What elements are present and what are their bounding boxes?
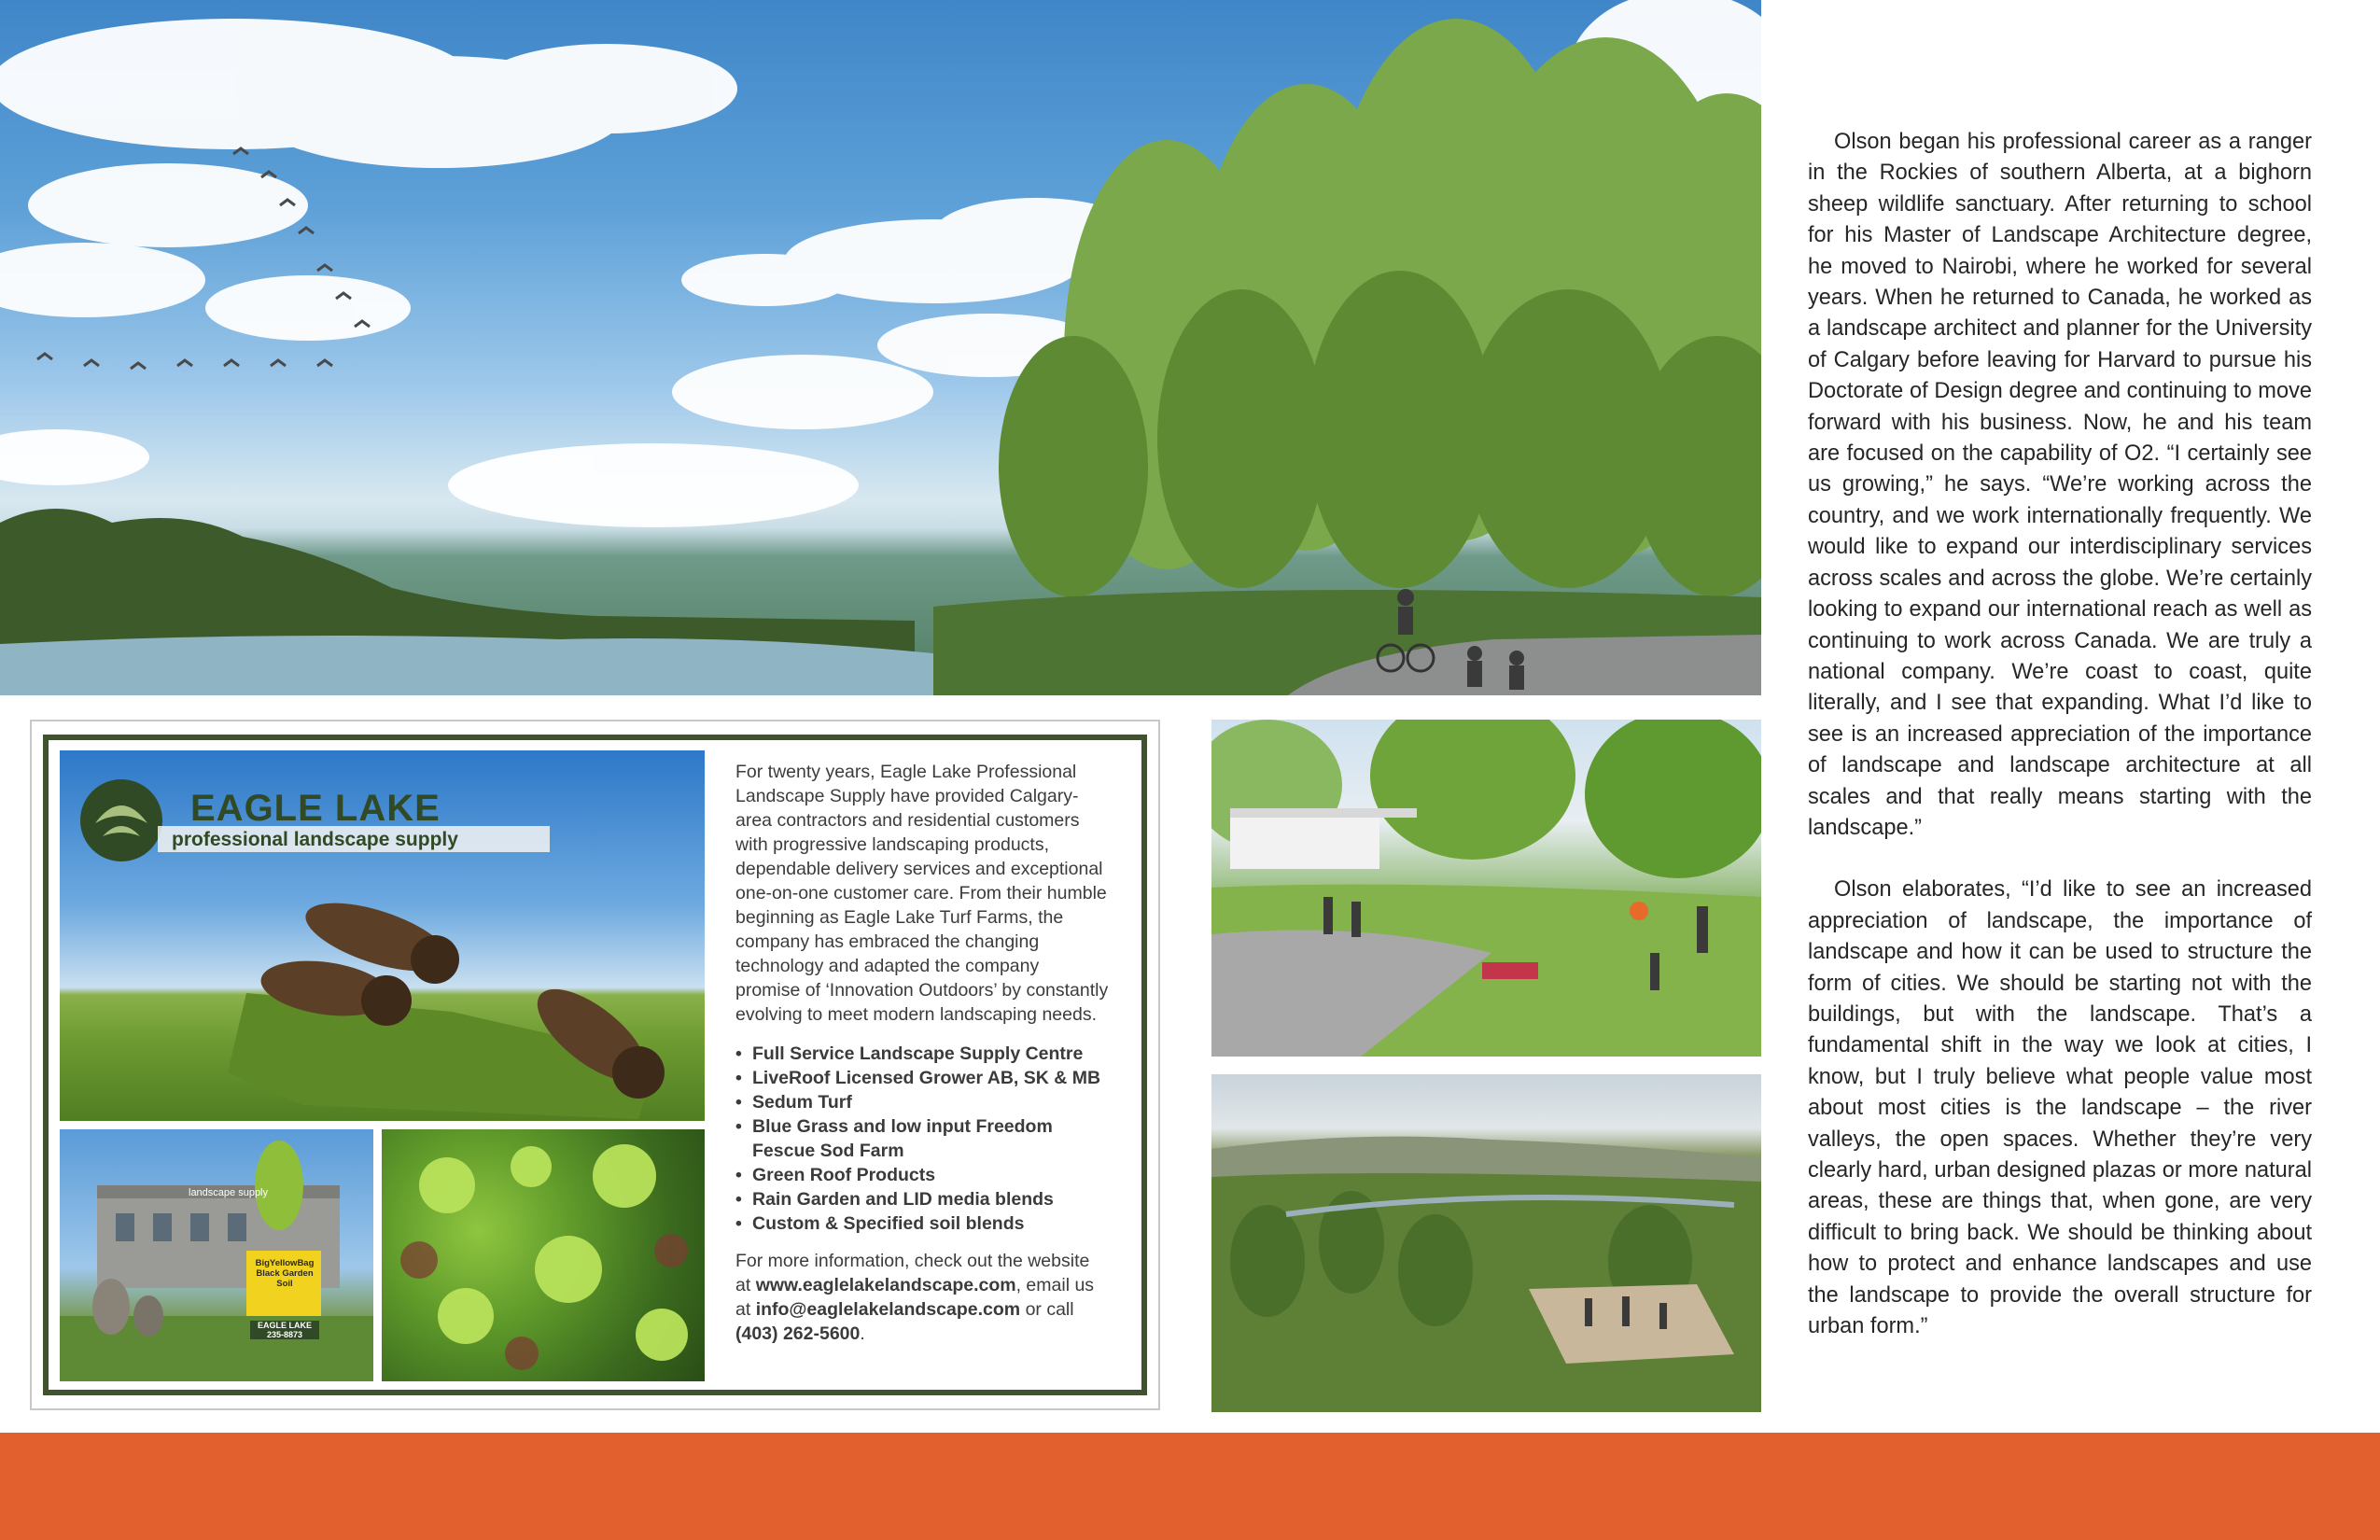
article-body bbox=[1808, 127, 2312, 1373]
ad-contact-mid: , email us at bbox=[735, 1275, 1095, 1320]
ad-intro: For twenty years, Eagle Lake Professional Landscape Supply have provided Calgary-area contractors and residential customers with progressive landscaping products, dependable delivery services and exceptional one-on-one customer care. From their humble beginning as Eagle Lake Turf Farms, the company has embraced the changing technology and adapted the company promise of ‘Innovation Outdoors’ by constantly evolving to meet modern landscaping needs. bbox=[735, 762, 1109, 1025]
soil-bag-line-1: BigYellowBag bbox=[255, 1258, 315, 1268]
ad-photo-sedum-closeup bbox=[382, 1129, 705, 1381]
soil-bag-line-2: Black Garden Soil bbox=[256, 1268, 314, 1289]
soil-bag-brand-panel bbox=[250, 1321, 319, 1339]
article-paragraph: Olson began his professional career as a ranger in the Rockies of southern Alberta, at a bighorn sheep wildlife sanctuary. After returning to school for his Master of Landscape Architecture degree, he moved to Nairobi, where he worked for several years. When he returned to Canada, he worked as a landscape architect and planner for the University of Calgary before leaving for Harvard to pursue his Doctorate of Design degree and continuing to move forward with his business. Now, he and his team are focused on the capability of O2. “I certainly see us growing,” he says. “We’re working across the country, and we work internationally frequently. We would like to expand our interdisciplinary services across scales and across the globe. We’re certainly looking to expand our international reach as well as continuing to work across Canada. We are truly a national company. We’re coast to coast, quite literally, and I see that expanding. What I’d like to see is an increased appreciation of the importance of landscape and landscape architecture at all scales and that really means starting with the landscape.” bbox=[1808, 130, 2312, 840]
logo-brand-name: EAGLE LAKE bbox=[190, 788, 441, 829]
soil-bag-label bbox=[250, 1258, 319, 1289]
ad-service-item: • Full Service Landscape Supply Centre bbox=[735, 1042, 1109, 1066]
ad-contact-prefix: For more information, check out the website at bbox=[735, 1251, 1090, 1295]
soil-bag-brand: EAGLE LAKE bbox=[257, 1321, 312, 1330]
ad-phone: (403) 262-5600 bbox=[735, 1323, 861, 1344]
logo-tagline: professional landscape supply bbox=[172, 829, 458, 850]
ad-contact-mid2: or call bbox=[1020, 1299, 1074, 1320]
ad-copy bbox=[735, 760, 1109, 1346]
ad-services-list bbox=[735, 1042, 1109, 1236]
ad-contact-suffix: . bbox=[860, 1323, 865, 1344]
ad-photo-storefront bbox=[60, 1129, 373, 1381]
ad-service-item: • Rain Garden and LID media blends bbox=[735, 1187, 1109, 1211]
photo-park-plaza-rendering bbox=[1211, 720, 1761, 1057]
ad-photo-sod-rolls bbox=[60, 750, 705, 1121]
ad-website-link[interactable]: www.eaglelakelandscape.com bbox=[755, 1275, 1016, 1295]
ad-email-link[interactable]: info@eaglelakelandscape.com bbox=[755, 1299, 1021, 1320]
article-paragraph: Olson elaborates, “I’d like to see an increased appreciation of landscape, the importance of landscape and how it can be used to structure the form of cities. We should be starting not with the buildings, but with the landscape. That’s a fundamental shift in the way we look at cities, I know, but I truly believe what people value most about most cities is the landscape – the river valleys, the open spaces. Whether they’re very clearly hard, urban designed plazas or more natural areas, these are things that, when gone, are very difficult to bring back. We should be thinking about how to protect and enhance landscapes and use the landscape to provide the overall structure for urban form.” bbox=[1808, 877, 2312, 1339]
footer-accent-band bbox=[0, 1433, 2380, 1540]
ad-service-item: • LiveRoof Licensed Grower AB, SK & MB bbox=[735, 1066, 1109, 1090]
building-sign-text: landscape supply bbox=[189, 1187, 269, 1198]
ad-service-item: • Custom & Specified soil blends bbox=[735, 1211, 1109, 1236]
hero-landscape-image bbox=[0, 0, 1761, 695]
ad-service-item: • Blue Grass and low input Freedom Fescue Sod Farm bbox=[735, 1114, 1109, 1163]
ad-service-item: • Sedum Turf bbox=[735, 1090, 1109, 1114]
ad-service-item: • Green Roof Products bbox=[735, 1163, 1109, 1187]
soil-bag-phone: 235-8873 bbox=[266, 1330, 303, 1339]
ad-contact bbox=[735, 1249, 1109, 1346]
photo-river-valley-rendering bbox=[1211, 1074, 1761, 1412]
